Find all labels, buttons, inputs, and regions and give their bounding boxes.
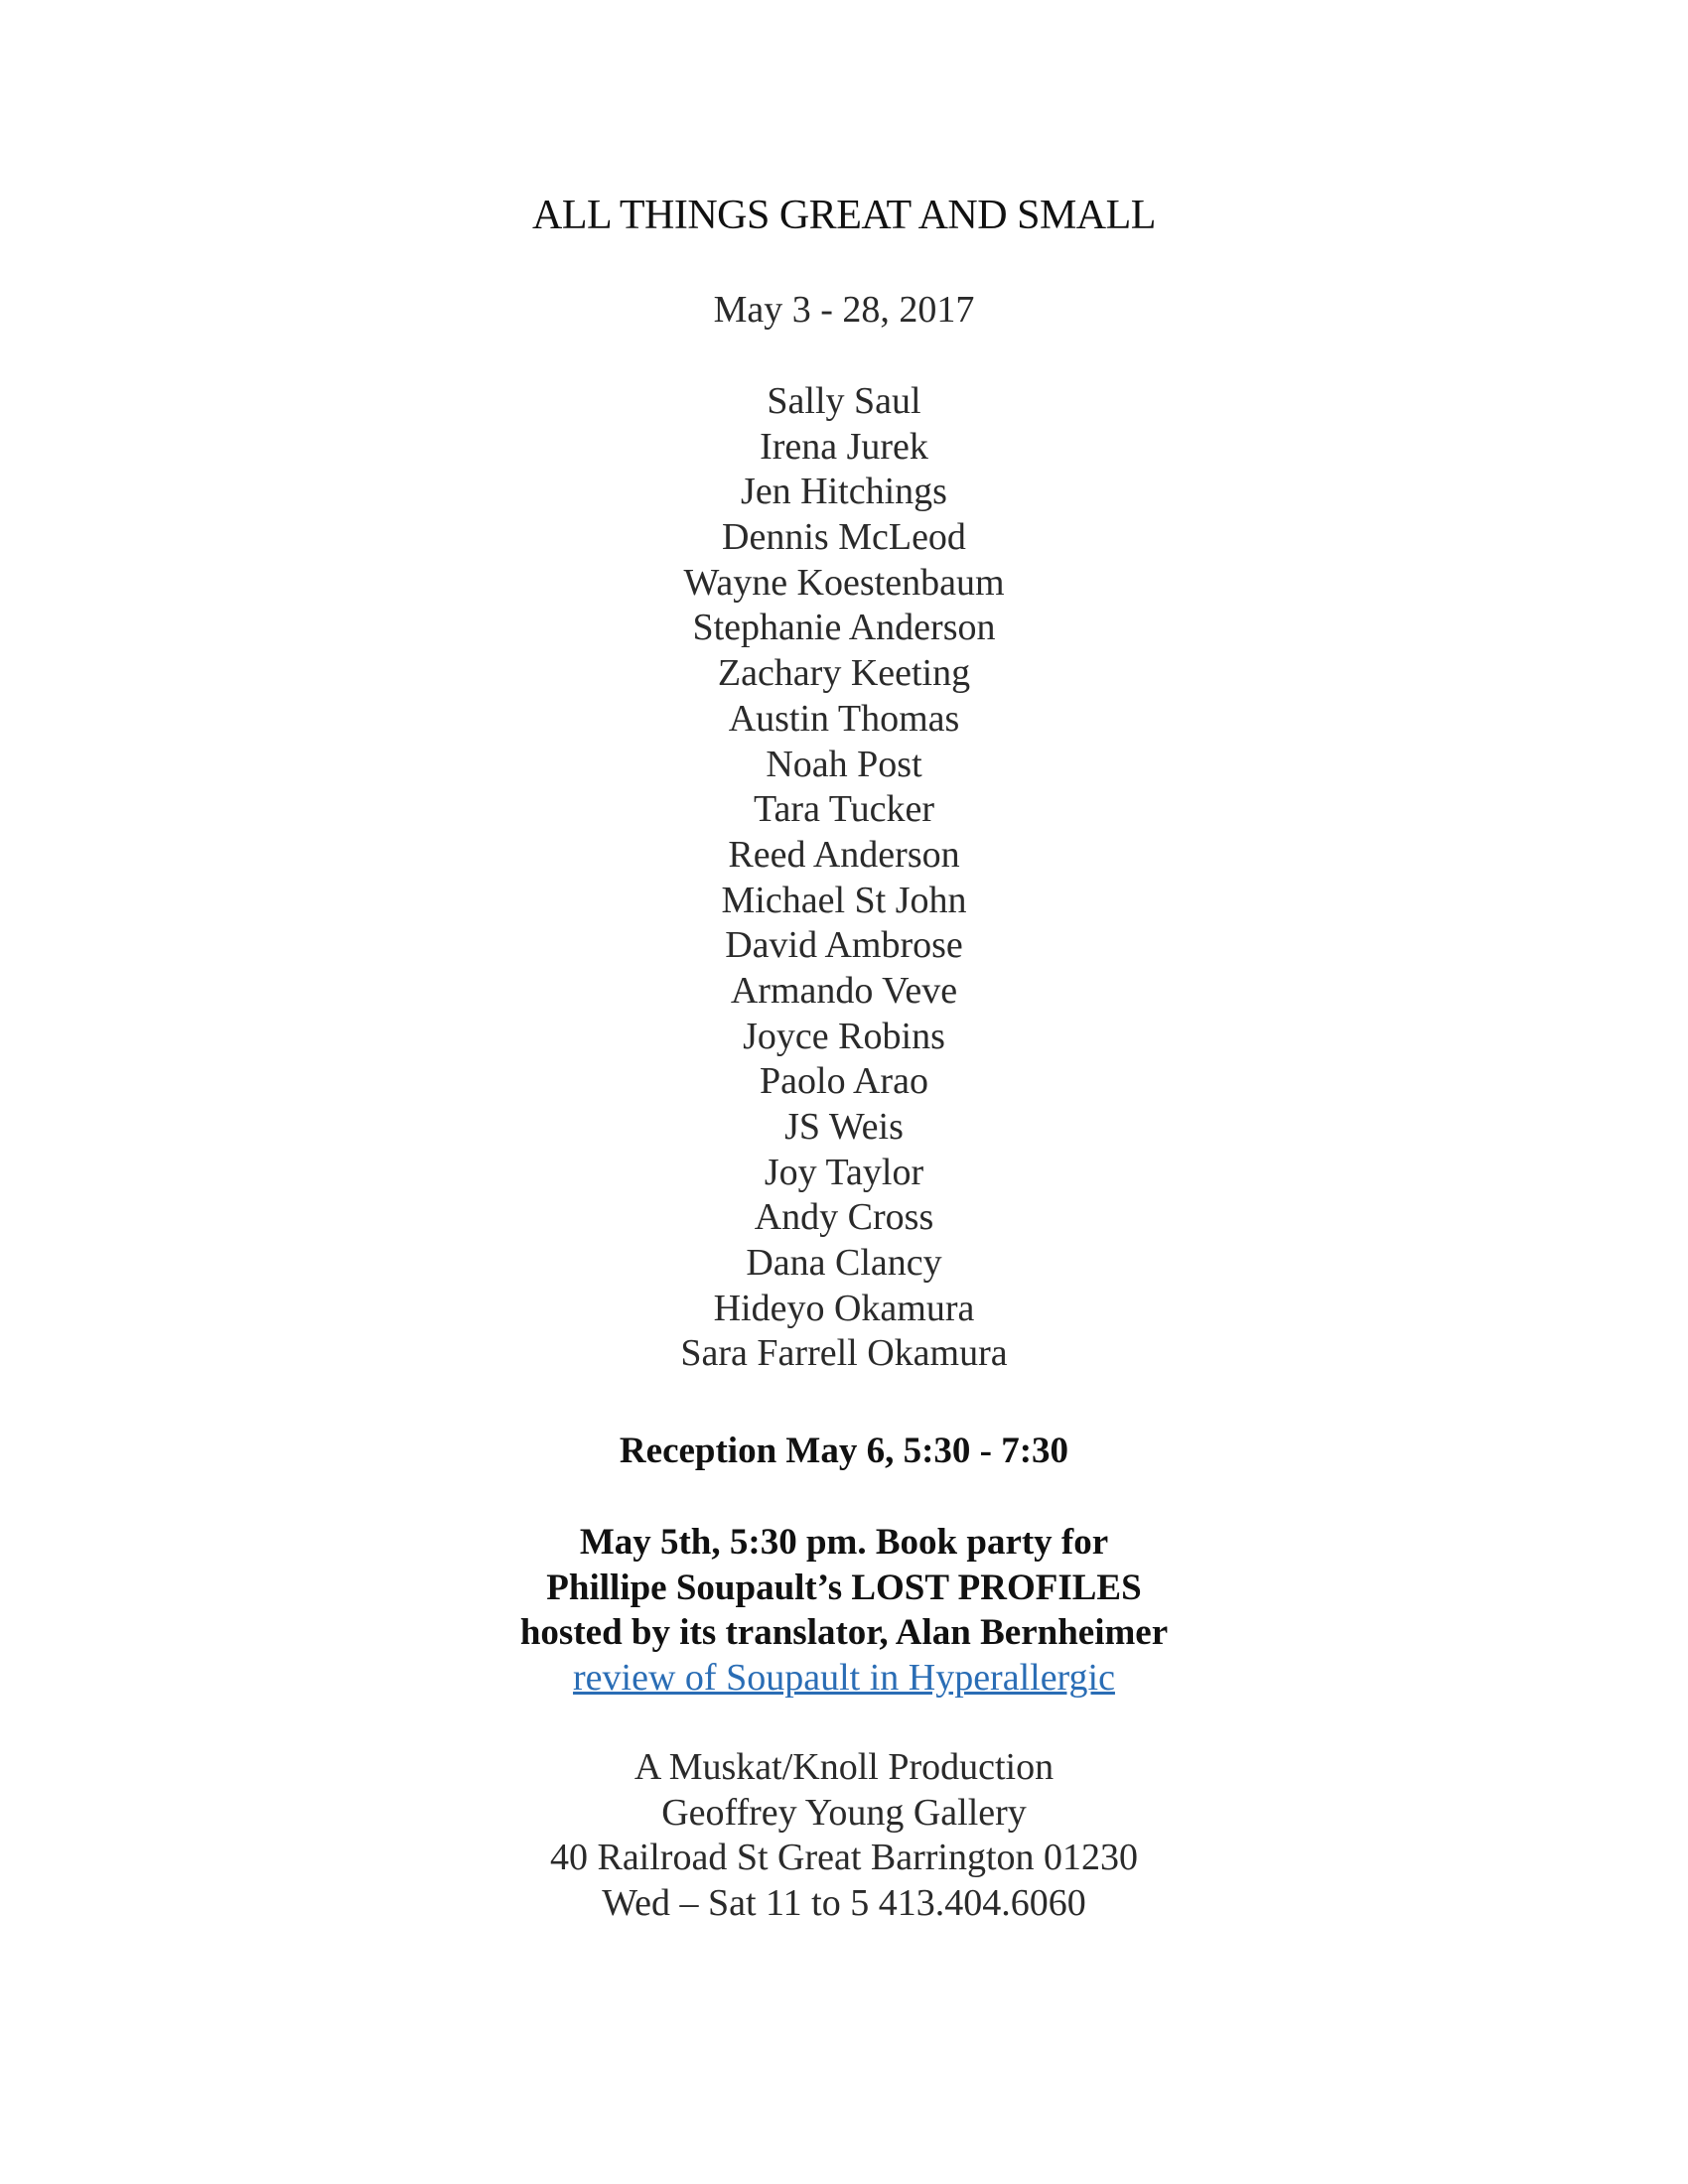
- artist-name: Dana Clancy: [746, 1242, 942, 1285]
- book-party-line: Phillipe Soupault’s LOST PROFILES: [546, 1567, 1142, 1608]
- artist-name: Hideyo Okamura: [713, 1287, 975, 1329]
- book-party-line: hosted by its translator, Alan Bernheimer: [519, 1612, 1169, 1654]
- gallery-name: Geoffrey Young Gallery: [661, 1791, 1027, 1834]
- artist-name: JS Weis: [784, 1106, 904, 1148]
- artist-name: Michael St John: [721, 879, 967, 921]
- artist-name: David Ambrose: [725, 924, 963, 967]
- artist-name: Tara Tucker: [753, 788, 935, 831]
- artist-name: Sara Farrell Okamura: [680, 1332, 1008, 1375]
- book-party-line: May 5th, 5:30 pm. Book party for: [579, 1522, 1109, 1563]
- artist-name: Andy Cross: [754, 1196, 934, 1239]
- artist-name: Stephanie Anderson: [692, 607, 996, 649]
- book-party-info: [0, 1520, 1688, 1702]
- artist-name: Noah Post: [766, 743, 922, 785]
- exhibition-title: ALL THINGS GREAT AND SMALL: [532, 193, 1156, 238]
- review-link[interactable]: review of Soupault in Hyperallergic: [573, 1657, 1115, 1700]
- production-credit: A Muskat/Knoll Production: [633, 1746, 1055, 1788]
- artist-name: Dennis McLeod: [722, 516, 966, 559]
- artist-list: [0, 379, 1688, 1377]
- artist-name: Zachary Keeting: [717, 652, 971, 695]
- reception-info: Reception May 6, 5:30 - 7:30: [619, 1431, 1069, 1471]
- artist-name: Paolo Arao: [760, 1060, 928, 1103]
- gallery-address: 40 Railroad St Great Barrington 01230: [549, 1837, 1139, 1879]
- gallery-hours: Wed – Sat 11 to 5 413.404.6060: [602, 1882, 1086, 1925]
- artist-name: Jen Hitchings: [741, 471, 947, 513]
- artist-name: Sally Saul: [767, 380, 921, 422]
- exhibition-dates: May 3 - 28, 2017: [713, 289, 975, 331]
- artist-name: Irena Jurek: [760, 425, 928, 468]
- artist-name: Austin Thomas: [728, 697, 960, 740]
- artist-name: Armando Veve: [730, 969, 958, 1012]
- artist-name: Joy Taylor: [764, 1151, 924, 1193]
- artist-name: Reed Anderson: [728, 833, 960, 876]
- artist-name: Joyce Robins: [743, 1015, 945, 1057]
- artist-name: Wayne Koestenbaum: [683, 561, 1005, 604]
- gallery-footer: [0, 1745, 1688, 1927]
